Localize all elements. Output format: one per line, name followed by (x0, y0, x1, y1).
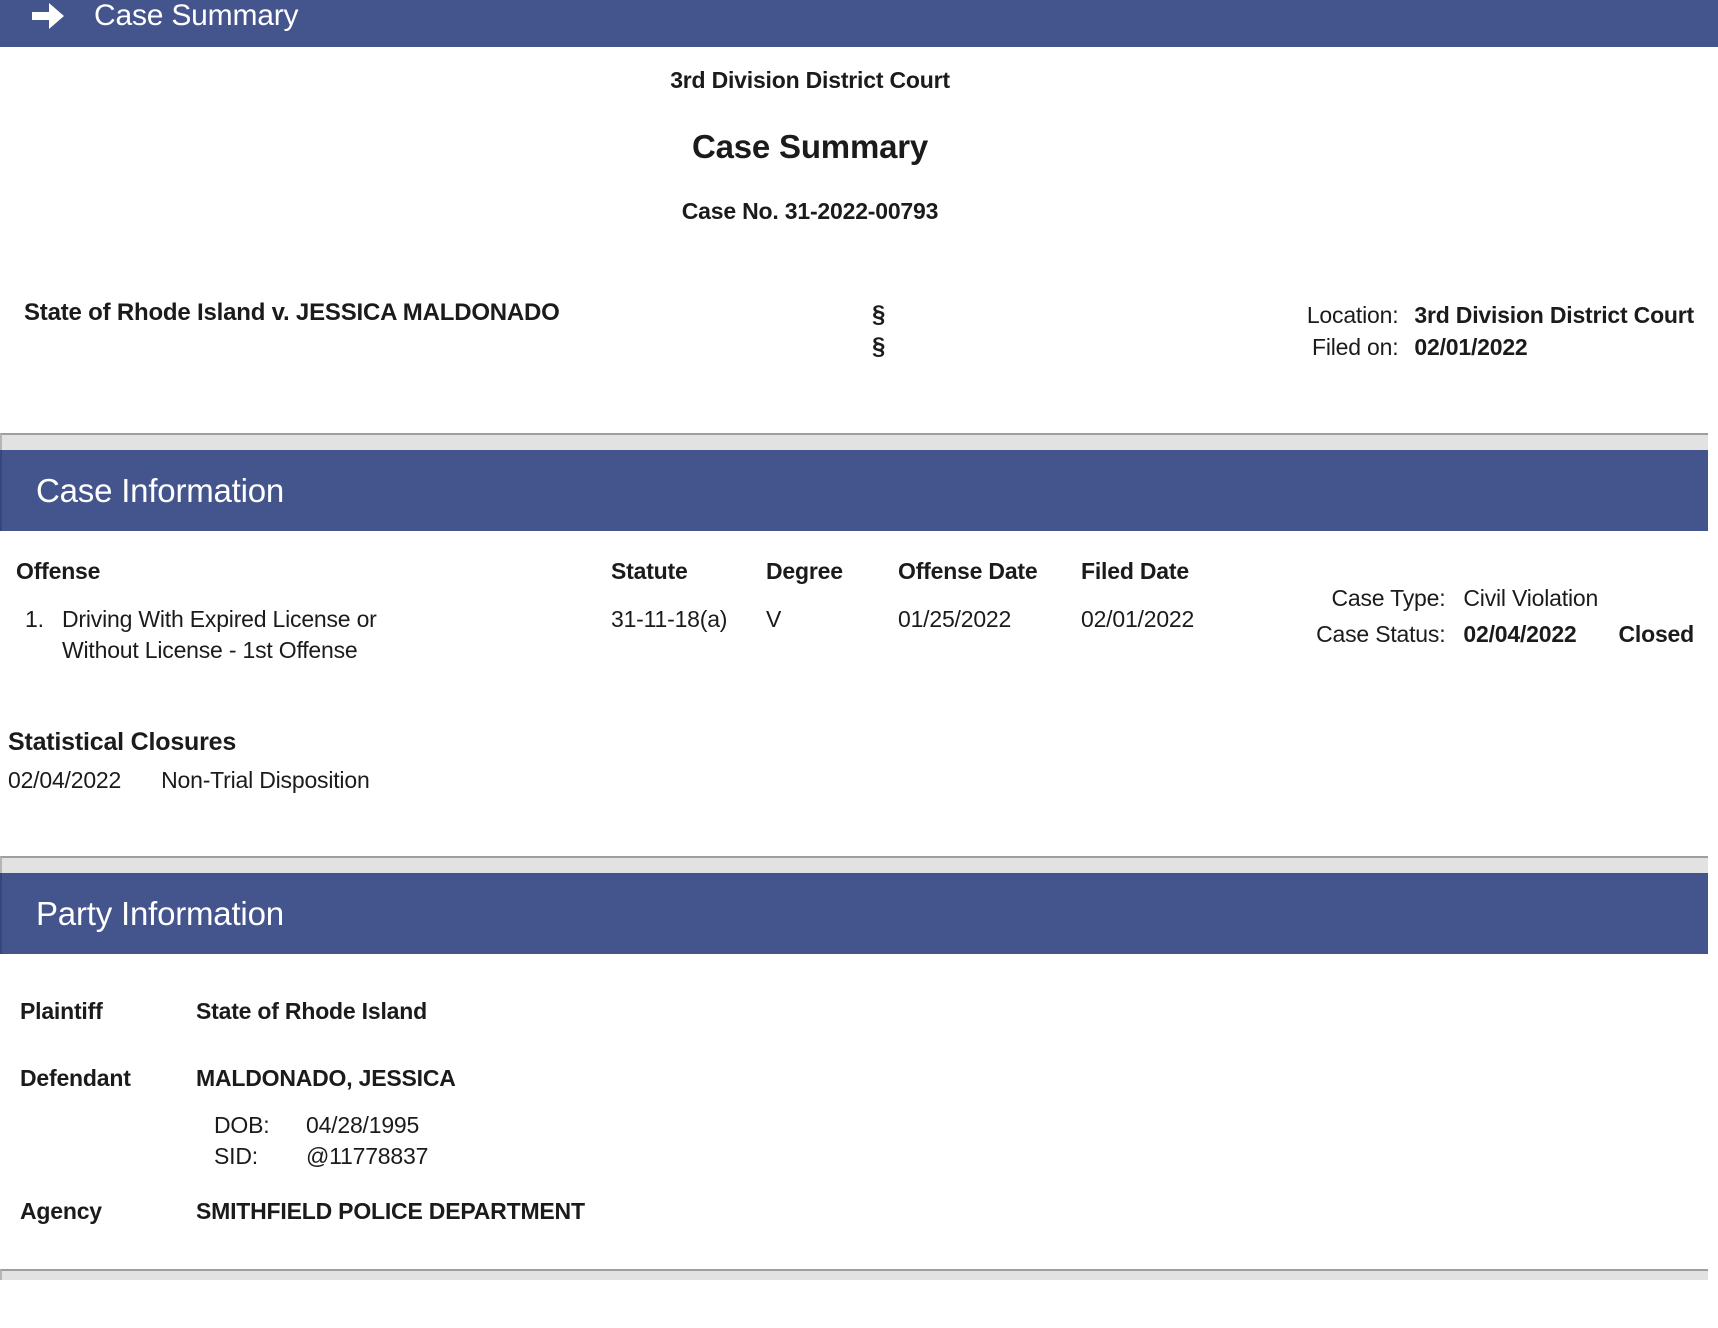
offense-number: 1. (25, 606, 44, 632)
report-title: Case Summary (691, 128, 929, 165)
agency-label: Agency (20, 1198, 102, 1224)
section-symbol: § (872, 301, 886, 328)
court-name: 3rd Division District Court (670, 67, 950, 93)
defendant-sid-row (214, 1143, 1718, 1170)
page-header-bar (0, 0, 1718, 47)
case-information-header (0, 450, 1708, 531)
filed-on-label: Filed on: (1311, 334, 1399, 360)
document-header (0, 67, 1620, 225)
offense-table-header (16, 557, 1718, 586)
agency-row (20, 1198, 1718, 1225)
plaintiff-label: Plaintiff (20, 998, 103, 1024)
closure-date: 02/04/2022 (8, 767, 122, 793)
defendant-row (20, 1065, 1718, 1092)
filed-on-value: 02/01/2022 (1414, 334, 1528, 360)
arrow-right-icon (30, 0, 66, 32)
case-status-value: Closed (1618, 621, 1694, 647)
case-number: Case No. 31-2022-00793 (681, 198, 939, 224)
party-information-header (0, 873, 1708, 954)
case-information-title: Case Information (36, 471, 285, 509)
case-style: State of Rhode Island v. JESSICA MALDONADO (24, 299, 560, 326)
defendant-label: Defendant (20, 1065, 131, 1091)
party-information-title: Party Information (36, 894, 284, 932)
degree-cell: V (766, 606, 782, 632)
case-type-status-block (1305, 585, 1694, 657)
statistical-closure-row (8, 767, 1718, 794)
section-symbols (872, 299, 885, 363)
offense-date-header: Offense Date (898, 558, 1038, 584)
case-information-body (0, 557, 1718, 794)
case-status-label: Case Status: (1316, 621, 1446, 647)
defendant-name: MALDONADO, JESSICA (196, 1065, 456, 1091)
offense-date-cell: 01/25/2022 (898, 606, 1012, 632)
party-information-body (0, 998, 1718, 1225)
statute-header: Statute (611, 558, 688, 584)
page-title: Case Summary (94, 0, 299, 32)
sid-value: @11778837 (306, 1143, 429, 1169)
location-label: Location: (1306, 302, 1399, 328)
filed-date-header: Filed Date (1081, 558, 1189, 584)
statistical-closures-title: Statistical Closures (8, 728, 237, 756)
section-symbol: § (872, 333, 886, 360)
case-type-value: Civil Violation (1463, 585, 1599, 611)
dob-label: DOB: (214, 1112, 270, 1138)
agency-name: SMITHFIELD POLICE DEPARTMENT (196, 1198, 585, 1224)
case-type-label: Case Type: (1331, 585, 1446, 611)
section-divider (0, 433, 1708, 450)
statute-cell: 31-11-18(a) (611, 606, 728, 632)
case-caption (0, 299, 1718, 363)
plaintiff-row (20, 998, 1718, 1025)
case-status-date: 02/04/2022 (1463, 621, 1577, 647)
filed-date-cell: 02/01/2022 (1081, 606, 1195, 632)
offense-description: Driving With Expired License or Without License - 1st Offense (62, 606, 377, 663)
offense-header: Offense (16, 558, 101, 584)
caption-meta (1274, 299, 1694, 363)
location-value: 3rd Division District Court (1414, 302, 1694, 328)
closure-disposition: Non-Trial Disposition (161, 767, 370, 793)
dob-value: 04/28/1995 (306, 1112, 420, 1138)
defendant-dob-row (214, 1112, 1718, 1139)
section-divider (0, 856, 1708, 873)
section-divider (0, 1269, 1708, 1280)
plaintiff-name: State of Rhode Island (196, 998, 427, 1024)
degree-header: Degree (766, 558, 843, 584)
sid-label: SID: (214, 1143, 258, 1169)
